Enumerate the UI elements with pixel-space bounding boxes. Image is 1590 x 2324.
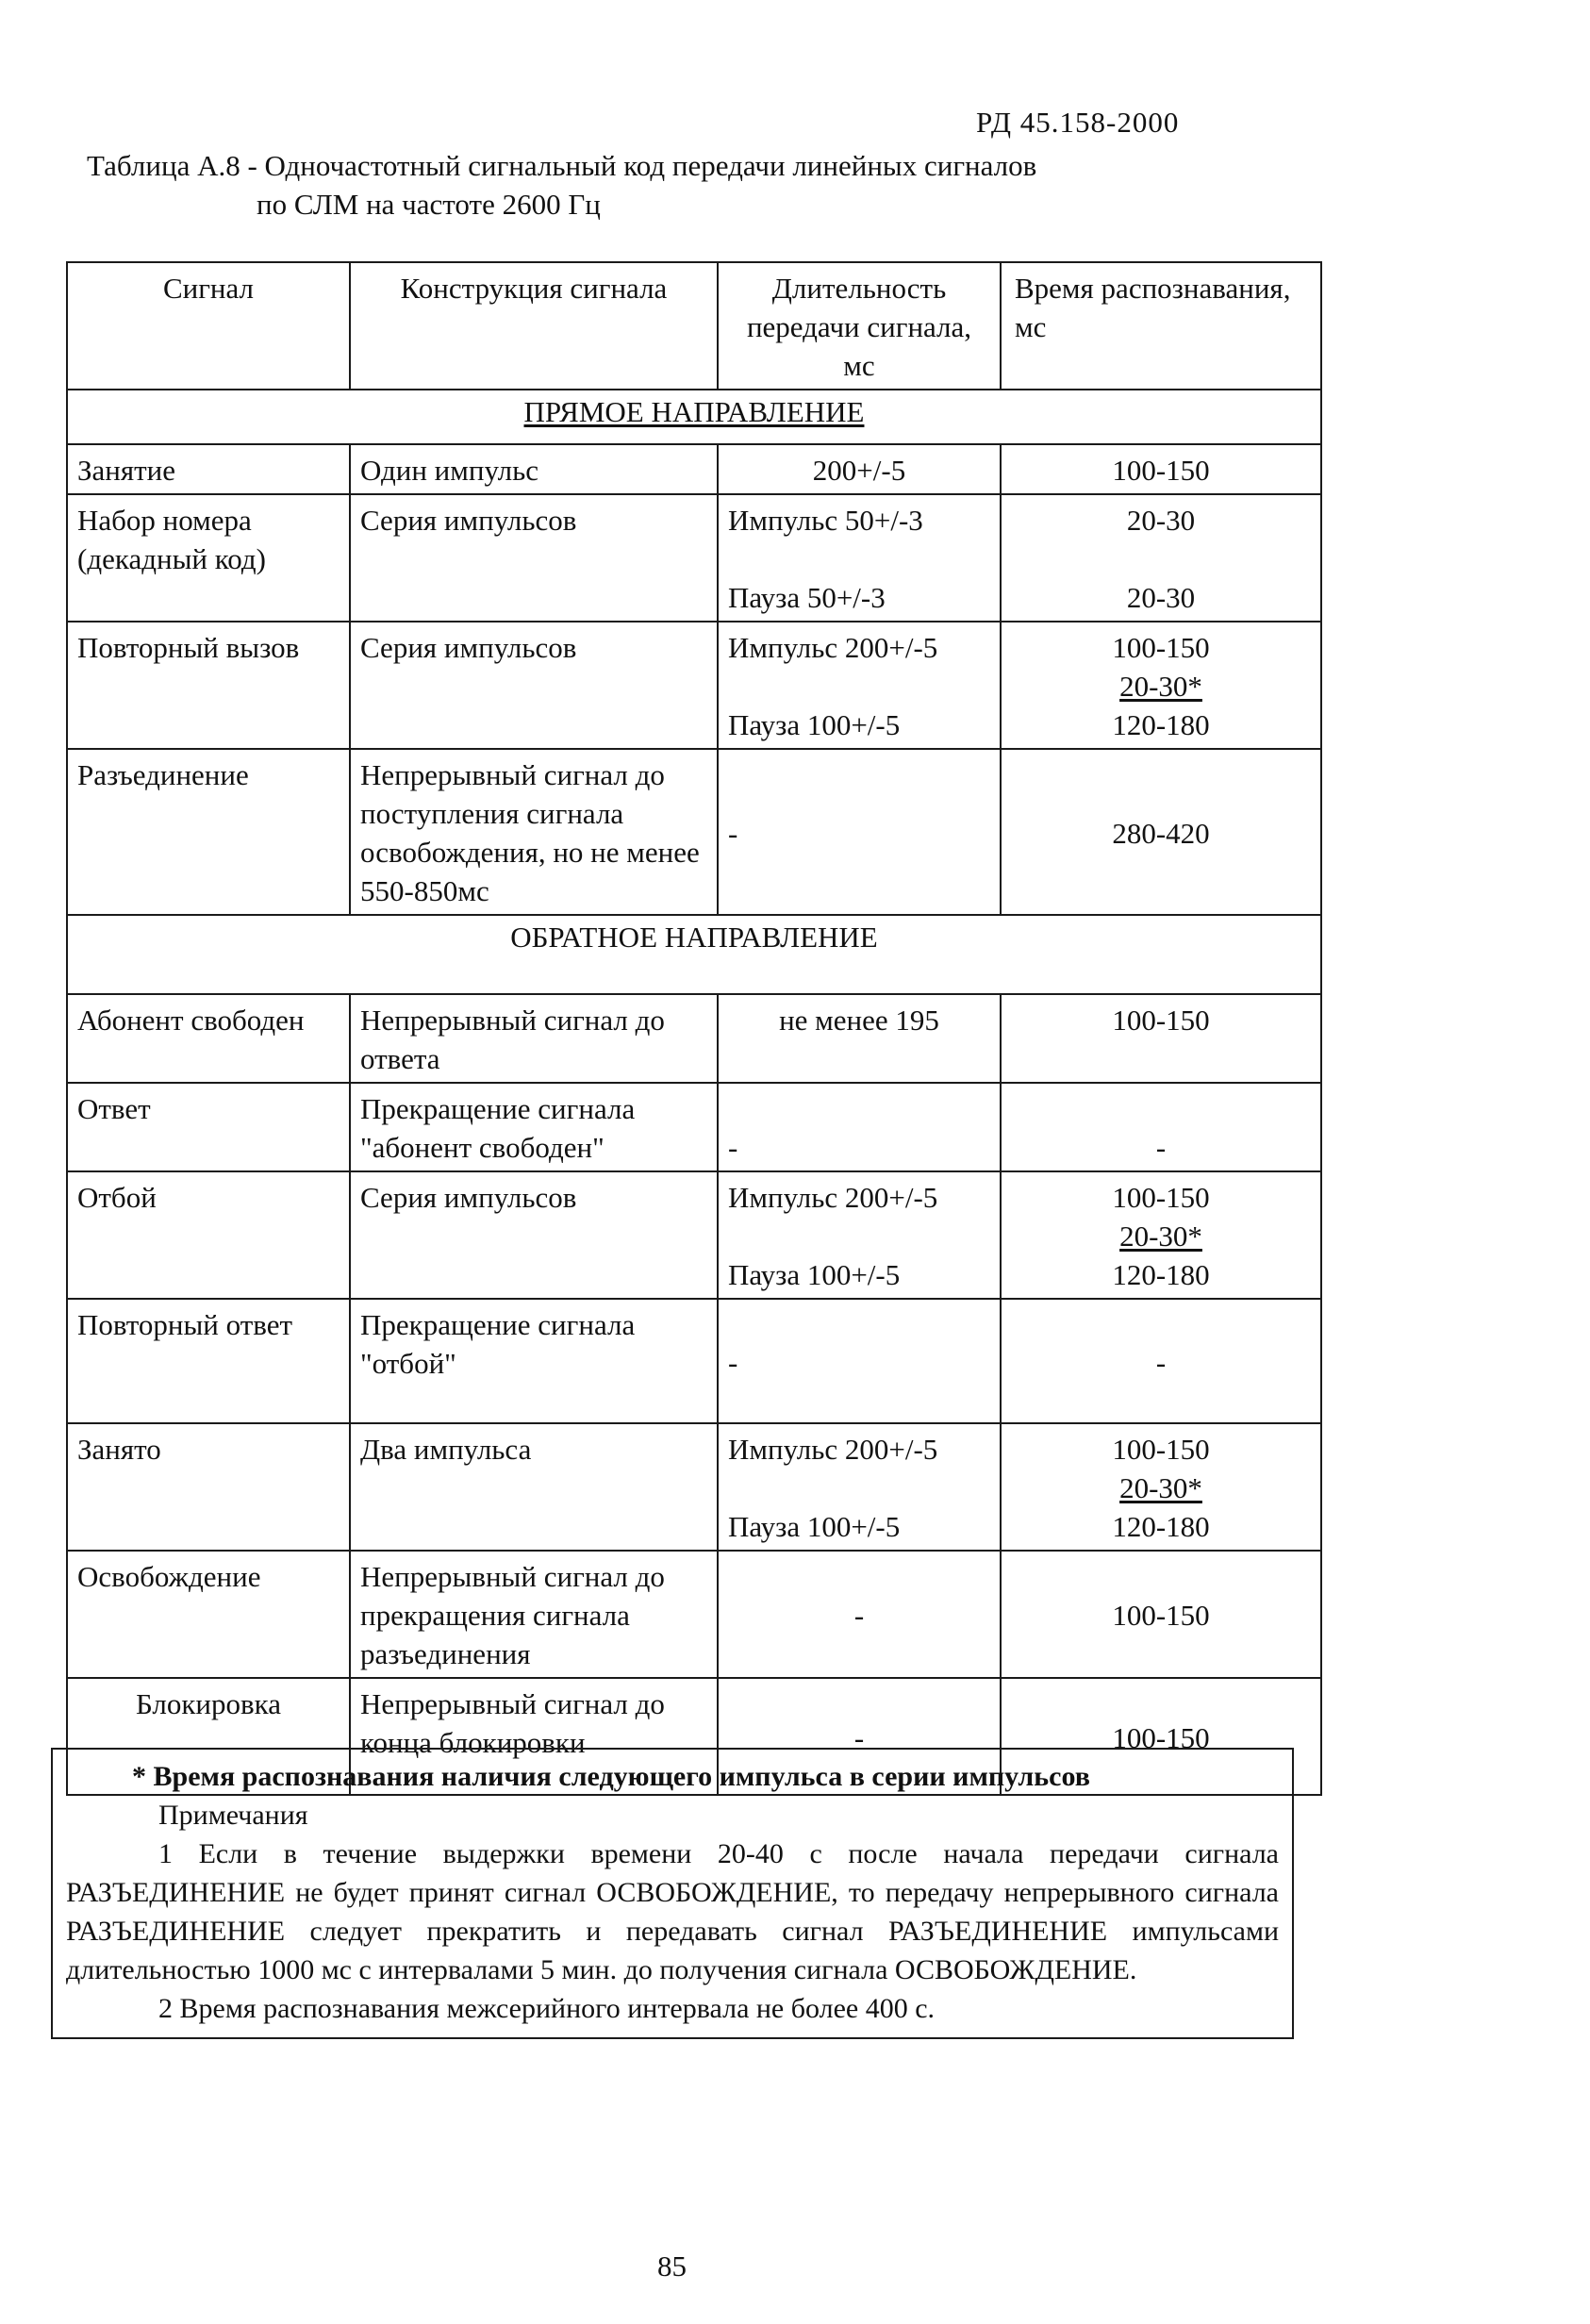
cell-recognition: 100-150 [1001, 444, 1321, 494]
cell-signal: Повторный ответ [67, 1299, 350, 1423]
cell-construction: Непрерывный сигнал до ответа [350, 994, 718, 1083]
asterisk-footnote: * Время распознавания наличия следующего импульса в серии импульсов [132, 1761, 1090, 1792]
notes-caption: Примечания [158, 1800, 308, 1831]
cell-recognition: - [1001, 1083, 1321, 1171]
cell-recognition: - [1001, 1299, 1321, 1423]
duration-impulse: Импульс 200+/-5 [728, 631, 938, 664]
cell-construction: Прекращение сигнала "отбой" [350, 1299, 718, 1423]
cell-construction: Непрерывный сигнал до конца блокировки [350, 1678, 718, 1795]
cell-construction: Непрерывный сигнал до прекращения сигнала разъединения [350, 1551, 718, 1678]
table-row [67, 1551, 1321, 1678]
cell-recognition [1001, 494, 1321, 622]
section-title-reverse: ОБРАТНОЕ НАПРАВЛЕНИЕ [67, 915, 1321, 994]
column-header-signal: Сигнал [67, 262, 350, 390]
cell-construction: Непрерывный сигнал до поступления сигнала освобождения, но не менее 550-850мс [350, 749, 718, 915]
column-header-construction: Конструкция сигнала [350, 262, 718, 390]
table-title [87, 146, 1036, 224]
cell-signal: Блокировка [67, 1678, 350, 1795]
cell-duration [718, 494, 1001, 622]
table-row [67, 749, 1321, 915]
recognition-pause: 120-180 [1112, 1510, 1210, 1543]
cell-recognition: 280-420 [1001, 749, 1321, 915]
recognition-next-impulse: 20-30* [1119, 1471, 1202, 1504]
cell-signal: Занято [67, 1423, 350, 1551]
table-row [67, 622, 1321, 749]
cell-construction: Один импульс [350, 444, 718, 494]
cell-recognition: 100-150 [1001, 994, 1321, 1083]
cell-duration: - [718, 1083, 1001, 1171]
duration-impulse: Импульс 200+/-5 [728, 1433, 938, 1466]
cell-recognition: 100-150 [1001, 1551, 1321, 1678]
recognition-pause: 120-180 [1112, 1258, 1210, 1291]
cell-duration: не менее 195 [718, 994, 1001, 1083]
signal-code-table [66, 261, 1322, 1796]
recognition-impulse: 100-150 [1112, 1181, 1210, 1214]
column-header-duration: Длительность передачи сигнала, мс [718, 262, 1001, 390]
table-row [67, 444, 1321, 494]
duration-pause: Пауза 100+/-5 [728, 1258, 901, 1291]
cell-recognition [1001, 622, 1321, 749]
table-row [67, 1423, 1321, 1551]
cell-duration: - [718, 1551, 1001, 1678]
table-header-row [67, 262, 1321, 390]
table-row [67, 1171, 1321, 1299]
duration-impulse: Импульс 50+/-3 [728, 504, 923, 537]
recognition-impulse: 100-150 [1112, 631, 1210, 664]
cell-construction: Серия импульсов [350, 494, 718, 622]
cell-duration [718, 1423, 1001, 1551]
table-row [67, 1299, 1321, 1423]
cell-signal: Отбой [67, 1171, 350, 1299]
cell-signal: Абонент свободен [67, 994, 350, 1083]
cell-signal: Набор номера (декадный код) [67, 494, 350, 622]
cell-duration: - [718, 1299, 1001, 1423]
page-number: 85 [657, 2249, 687, 2282]
section-row-forward [67, 390, 1321, 444]
cell-signal: Разъединение [67, 749, 350, 915]
cell-duration: - [718, 1678, 1001, 1795]
recognition-next-impulse: 20-30* [1119, 670, 1202, 703]
section-row-reverse [67, 915, 1321, 994]
recognition-impulse: 20-30 [1126, 504, 1196, 537]
duration-pause: Пауза 50+/-3 [728, 581, 886, 614]
table-row [67, 494, 1321, 622]
note-2: 2 Время распознавания межсерийного интервала не более 400 с. [158, 1993, 936, 2024]
duration-pause: Пауза 100+/-5 [728, 708, 901, 741]
cell-signal: Освобождение [67, 1551, 350, 1678]
table-row [67, 1083, 1321, 1171]
cell-construction: Прекращение сигнала "абонент свободен" [350, 1083, 718, 1171]
recognition-pause: 120-180 [1112, 708, 1210, 741]
section-title-forward: ПРЯМОЕ НАПРАВЛЕНИЕ [67, 390, 1321, 444]
cell-duration [718, 1171, 1001, 1299]
document-code: РД 45.158-2000 [976, 106, 1180, 139]
duration-pause: Пауза 100+/-5 [728, 1510, 901, 1543]
cell-construction: Серия импульсов [350, 1171, 718, 1299]
cell-duration: - [718, 749, 1001, 915]
cell-signal: Занятие [67, 444, 350, 494]
cell-recognition [1001, 1423, 1321, 1551]
cell-signal: Ответ [67, 1083, 350, 1171]
recognition-pause: 20-30 [1126, 581, 1196, 614]
table-notes [51, 1748, 1294, 2039]
cell-recognition: 100-150 [1001, 1678, 1321, 1795]
recognition-next-impulse: 20-30* [1119, 1220, 1202, 1253]
table-row [67, 994, 1321, 1083]
cell-duration: 200+/-5 [718, 444, 1001, 494]
cell-recognition [1001, 1171, 1321, 1299]
cell-signal: Повторный вызов [67, 622, 350, 749]
cell-construction: Серия импульсов [350, 622, 718, 749]
table-title-line-1: Таблица А.8 - Одночастотный сигнальный код передачи линейных сигналов [87, 149, 1037, 182]
recognition-impulse: 100-150 [1112, 1433, 1210, 1466]
column-header-recognition: Время распознавания, мс [1001, 262, 1321, 390]
table-title-line-2: по СЛМ на частоте 2600 Гц [257, 188, 601, 221]
duration-impulse: Импульс 200+/-5 [728, 1181, 938, 1214]
cell-duration [718, 622, 1001, 749]
note-1: 1 Если в течение выдержки времени 20-40 с после начала передачи сигнала РАЗЪЕДИНЕНИЕ не будет принят сигнал ОСВОБОЖДЕНИЕ, то передачу непрерывного сигнала РАЗЪЕДИНЕНИЕ следует прекратить и передавать сигнал РАЗЪЕДИНЕНИЕ импульсами длительностью 1000 мс с интервалами 5 мин. до получения сигнала ОСВОБОЖДЕНИЕ. [66, 1838, 1279, 1985]
cell-construction: Два импульса [350, 1423, 718, 1551]
